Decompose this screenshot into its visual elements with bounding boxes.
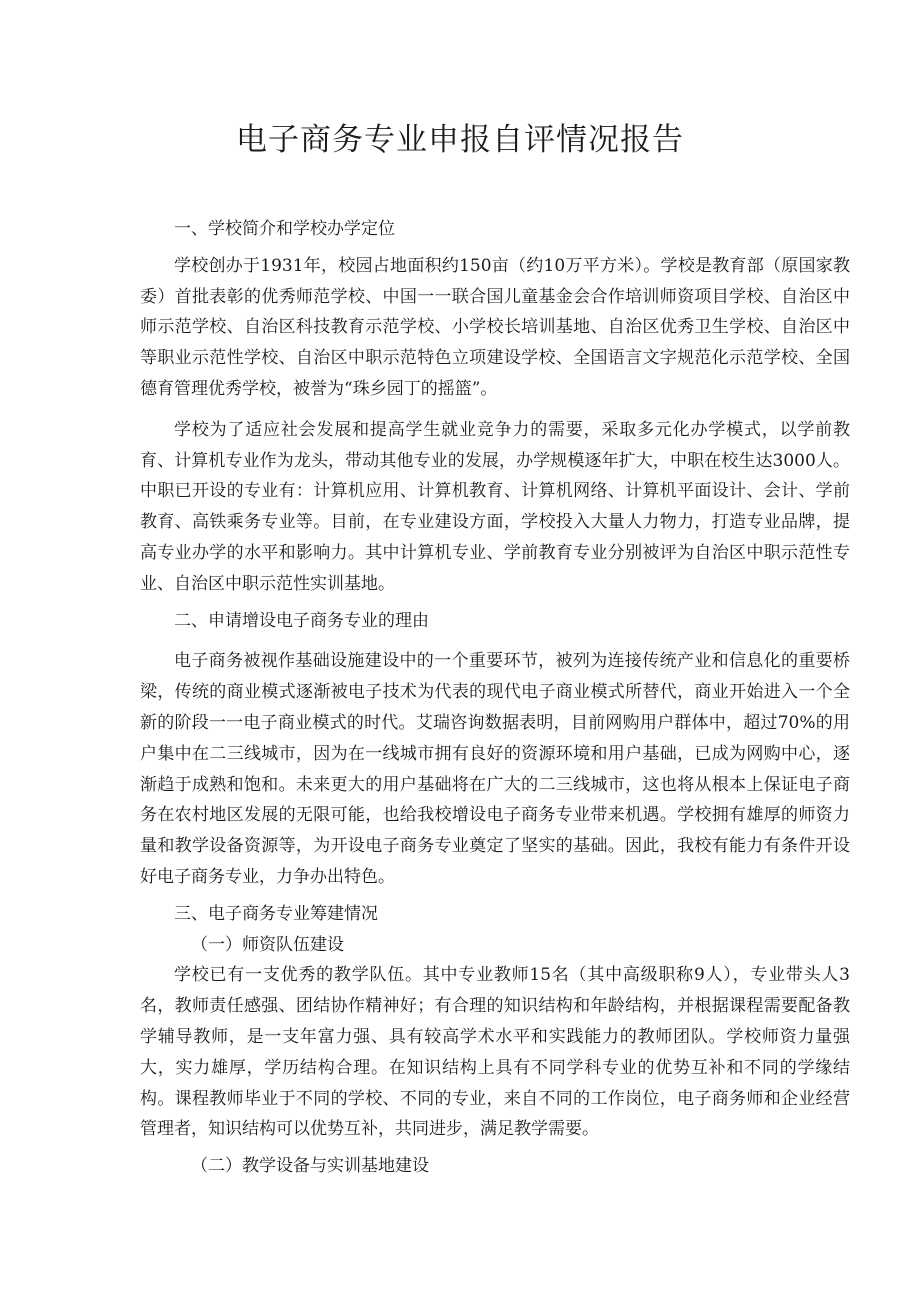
- document-body: [140, 214, 850, 1182]
- paragraph-reasons: 电子商务被视作基础设施建设中的一个重要环节，被列为连接传统产业和信息化的重要桥梁，传统的商业模式逐渐被电子技术为代表的现代电子商业模式所替代，商业开始进入一个全新的阶段一一电子商业模式的时代。艾瑞咨询数据表明，目前网购用户群体中，超过70%的用户集中在二三线城市，因为在一线城市拥有良好的资源环境和用户基础，已成为网购中心，逐渐趋于成熟和饱和。未来更大的用户基础将在广大的二三线城市，这也将从根本上保证电子商务在农村地区发展的无限可能，也给我校增设电子商务专业带来机遇。学校拥有雄厚的师资力量和教学设备资源等，为开设电子商务专业奠定了坚实的基础。因此，我校有能力有条件开设好电子商务专业，力争办出特色。: [140, 651, 850, 887]
- paragraph-faculty: 学校已有一支优秀的教学队伍。其中专业教师15名（其中高级职称9人），专业带头人3名，教师责任感强、团结协作精神好；有合理的知识结构和年龄结构，并根据课程需要配备教学辅导教师，是一支年富力强、具有较高学术水平和实践能力的教师团队。学校师资力量强大，实力雄厚，学历结构合理。在知识结构上具有不同学科专业的优势互补和不同的学缘结构。课程教师毕业于不同的学校、不同的专业，来自不同的工作岗位，电子商务师和企业经营管理者，知识结构可以优势互补，共同进步，满足教学需要。: [140, 965, 850, 1140]
- subsection-heading-faculty: （一）师资队伍建设: [191, 934, 344, 955]
- section-heading-preparation: 三、电子商务专业筹建情况: [174, 903, 378, 924]
- document-title: 电子商务专业申报自评情况报告: [236, 122, 684, 158]
- paragraph-school-history: 学校创办于1931年，校园占地面积约150亩（约10万平方米）。学校是教育部（原国家教委）首批表彰的优秀师范学校、中国一一联合国儿童基金会合作培训师资项目学校、自治区中师示范学校、自治区科技教育示范学校、小学校长培训基地、自治区优秀卫生学校、自治区中等职业示范性学校、自治区中职示范特色立项建设学校、全国语言文字规范化示范学校、全国德育管理优秀学校，被誉为“珠乡园丁的摇篮”。: [140, 255, 850, 399]
- section-heading-school-intro: 一、学校简介和学校办学定位: [174, 219, 395, 239]
- subsection-heading-equipment: （二）教学设备与实训基地建设: [191, 1156, 429, 1177]
- section-heading-reasons: 二、申请增设电子商务专业的理由: [174, 610, 429, 631]
- paragraph-school-development: 学校为了适应社会发展和提高学生就业竞争力的需要，采取多元化办学模式，以学前教育、计算机专业作为龙头，带动其他专业的发展，办学规模逐年扩大，中职在校生达3000人。中职已开设的专业有：计算机应用、计算机教育、计算机网络、计算机平面设计、会计、学前教育、高铁乘务专业等。目前，在专业建设方面，学校投入大量人力物力，打造专业品牌，提高专业办学的水平和影响力。其中计算机专业、学前教育专业分别被评为自治区中职示范性专业、自治区中职示范性实训基地。: [140, 419, 850, 594]
